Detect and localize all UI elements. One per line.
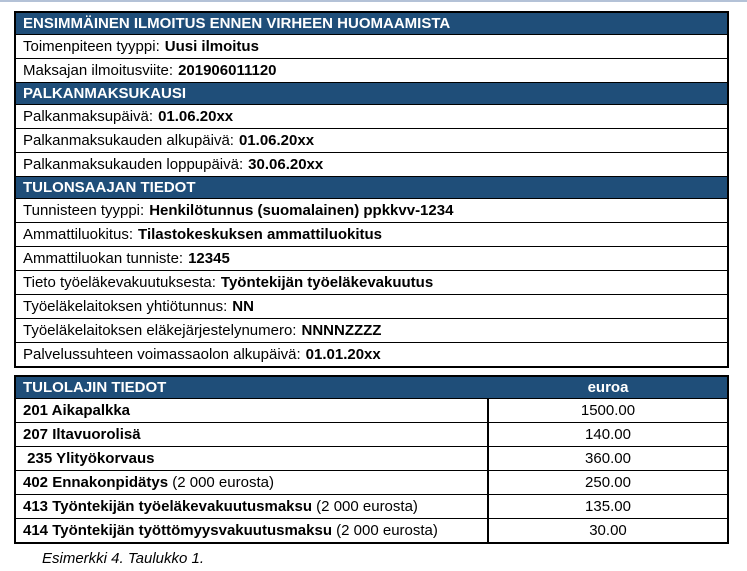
income-code-name: 413 Työntekijän työeläkevakuutusmaksu bbox=[23, 498, 313, 515]
field-label: Palkanmaksupäivä: bbox=[23, 108, 154, 125]
field-row-pension-insurance-info bbox=[16, 271, 727, 295]
report-document bbox=[14, 11, 729, 568]
field-value: 201906011120 bbox=[178, 62, 277, 79]
section-header-income-earner: TULONSAAJAN TIEDOT bbox=[16, 177, 727, 199]
field-value: 01.06.20xx bbox=[158, 108, 234, 125]
field-label: Tunnisteen tyyppi: bbox=[23, 202, 145, 219]
field-label: Työeläkelaitoksen yhtiötunnus: bbox=[23, 298, 228, 315]
income-code-cell bbox=[16, 399, 489, 422]
income-row-evening-shift-allowance bbox=[16, 423, 727, 447]
field-row-employment-start-date bbox=[16, 343, 727, 366]
page-top-rule bbox=[0, 0, 747, 2]
income-code-cell bbox=[16, 471, 489, 494]
field-value: 01.06.20xx bbox=[238, 132, 315, 149]
field-value: NN bbox=[232, 298, 254, 315]
field-label: Toimenpiteen tyyppi: bbox=[23, 38, 160, 55]
field-value: Tilastokeskuksen ammattiluokitus bbox=[138, 226, 383, 243]
field-label: Työeläkelaitoksen eläkejärjestelynumero: bbox=[23, 322, 297, 339]
report-details-table bbox=[14, 11, 729, 368]
income-table-title: TULOLAJIN TIEDOT bbox=[23, 379, 167, 396]
table-caption: Esimerkki 4. Taulukko 1. bbox=[42, 550, 205, 567]
field-row-payer-reference bbox=[16, 59, 727, 83]
field-value: NNNNZZZZ bbox=[301, 322, 382, 339]
field-label: Palvelussuhteen voimassaolon alkupäivä: bbox=[23, 346, 301, 363]
income-code-suffix: (2 000 eurosta) bbox=[312, 498, 418, 515]
income-amount: 135.00 bbox=[585, 498, 631, 515]
field-row-period-end bbox=[16, 153, 727, 177]
income-code-name: 207 Iltavuorolisä bbox=[23, 426, 141, 443]
income-code-name: 414 Työntekijän työttömyysvakuutusmaksu bbox=[23, 522, 332, 539]
field-row-pension-company-id bbox=[16, 295, 727, 319]
income-unit-label: euroa bbox=[587, 379, 629, 396]
income-amount: 360.00 bbox=[585, 450, 631, 467]
field-row-id-type bbox=[16, 199, 727, 223]
income-row-unemployment-insurance-contribution bbox=[16, 519, 727, 542]
field-row-occupation-id bbox=[16, 247, 727, 271]
field-label: Tieto työeläkevakuutuksesta: bbox=[23, 274, 216, 291]
field-row-payment-date bbox=[16, 105, 727, 129]
income-code-cell bbox=[16, 423, 489, 446]
field-value: 01.01.20xx bbox=[305, 346, 381, 363]
income-row-time-rate-pay bbox=[16, 399, 727, 423]
income-row-withholding-tax bbox=[16, 471, 727, 495]
income-row-overtime-compensation bbox=[16, 447, 727, 471]
income-code-cell bbox=[16, 519, 489, 542]
income-code-name: 235 Ylityökorvaus bbox=[23, 450, 155, 467]
field-row-action-type bbox=[16, 35, 727, 59]
field-value: 30.06.20xx bbox=[248, 156, 324, 173]
income-code-suffix: (2 000 eurosta) bbox=[168, 474, 274, 491]
income-code-suffix: (2 000 eurosta) bbox=[332, 522, 438, 539]
field-value: 12345 bbox=[188, 250, 230, 267]
income-amount: 250.00 bbox=[585, 474, 631, 491]
field-row-pension-arrangement-number bbox=[16, 319, 727, 343]
field-label: Maksajan ilmoitusviite: bbox=[23, 62, 174, 79]
income-code-name: 201 Aikapalkka bbox=[23, 402, 131, 419]
income-amount: 1500.00 bbox=[580, 402, 636, 419]
field-label: Palkanmaksukauden loppupäivä: bbox=[23, 156, 244, 173]
field-row-occupation-classification bbox=[16, 223, 727, 247]
income-types-table bbox=[14, 375, 729, 544]
field-label: Ammattiluokitus: bbox=[23, 226, 134, 243]
income-code-cell bbox=[16, 495, 489, 518]
income-table-header bbox=[16, 377, 727, 399]
section-header-first-report: ENSIMMÄINEN ILMOITUS ENNEN VIRHEEN HUOMAAMISTA bbox=[16, 13, 727, 35]
income-amount: 140.00 bbox=[585, 426, 631, 443]
income-row-pension-insurance-contribution bbox=[16, 495, 727, 519]
field-value: Uusi ilmoitus bbox=[164, 38, 259, 55]
income-code-name: 402 Ennakonpidätys bbox=[23, 474, 169, 491]
section-header-pay-period: PALKANMAKSUKAUSI bbox=[16, 83, 727, 105]
field-label: Palkanmaksukauden alkupäivä: bbox=[23, 132, 234, 149]
income-amount: 30.00 bbox=[589, 522, 627, 539]
field-value: Henkilötunnus (suomalainen) ppkkvv-1234 bbox=[149, 202, 454, 219]
field-value: Työntekijän työeläkevakuutus bbox=[220, 274, 434, 291]
income-code-cell bbox=[16, 447, 489, 470]
field-row-period-start bbox=[16, 129, 727, 153]
table-gap bbox=[14, 368, 729, 375]
field-label: Ammattiluokan tunniste: bbox=[23, 250, 184, 267]
